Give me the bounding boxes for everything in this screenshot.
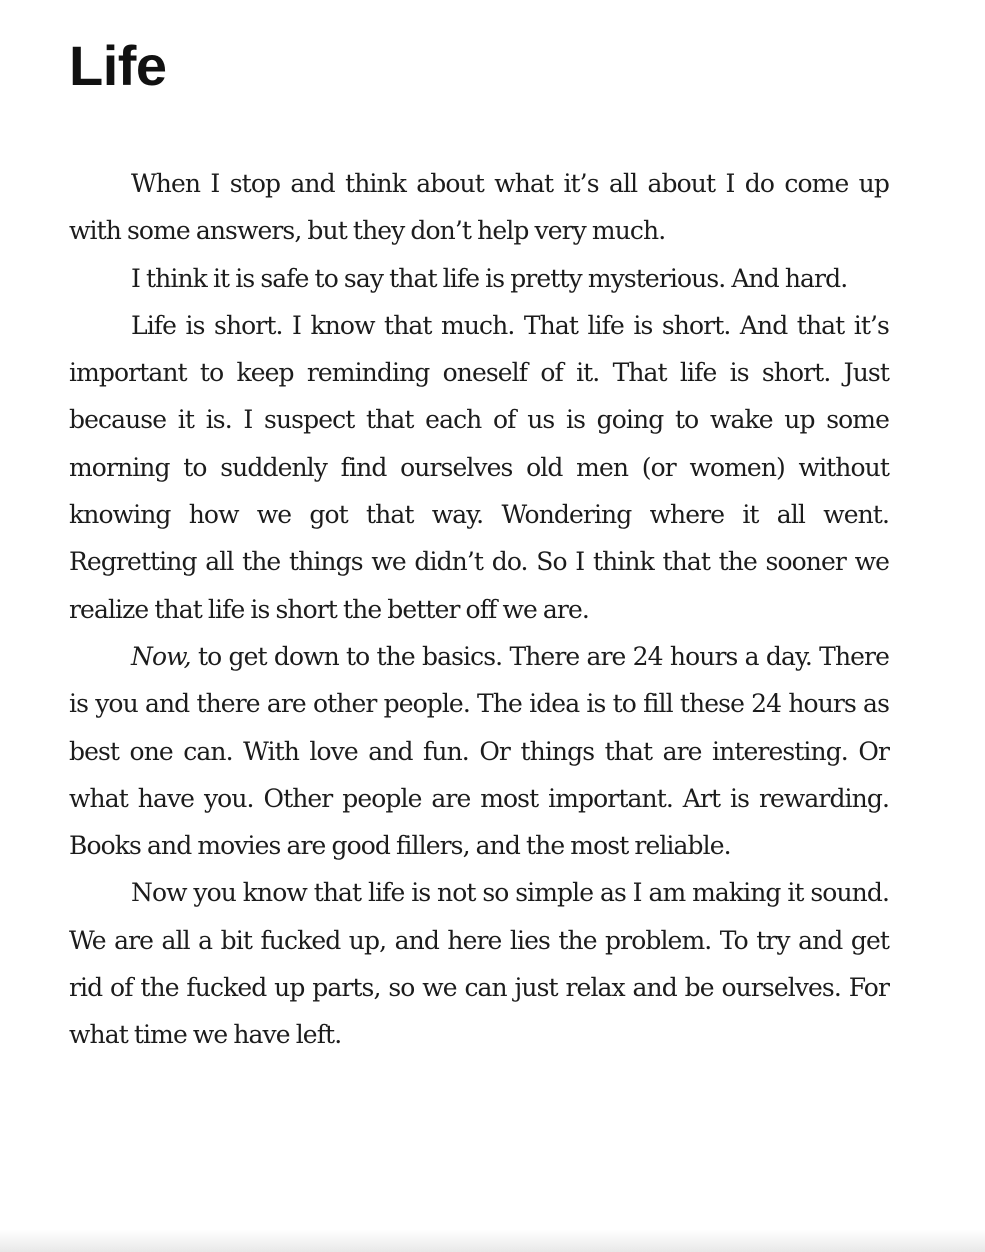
body-text [69,160,889,1059]
italic-lead: Now, [131,641,191,671]
paragraph-text: I think it is safe to say that life is pretty mysterious. And hard. [131,263,848,293]
paragraph-3 [69,302,889,633]
page-title: Life [69,34,167,97]
paragraph-1 [69,160,889,255]
page-bottom-shadow [0,1230,985,1252]
paragraph-text: When I stop and think about what it’s all about I do come up with some answers, but they don’t help very much. [69,169,889,246]
paragraph-2 [69,255,889,302]
paragraph-text: to get down to the basics. There are 24 hours a day. There is you and there are other people. The idea is to fill these 24 hours as best one can. With love and fun. Or things that are interesting. Or what have you. Other people are most important. Art is rewarding. Books and movies are good fillers, and the most reliable. [69,641,889,861]
paragraph-4 [69,633,889,869]
paragraph-text: Now you know that life is not so simple as I am making it sound. We are all a bit fucked up, and here lies the problem. To try and get rid of the fucked up parts, so we can just relax and be ourselves. For what time we have left. [69,878,889,1050]
paragraph-5 [69,869,889,1058]
paragraph-text: Life is short. I know that much. That life is short. And that it’s important to keep reminding oneself of it. That life is short. Just because it is. I suspect that each of us is going to wake up some morning to suddenly find ourselves old men (or women) without knowing how we got that way. Wondering where it all went. Regretting all the things we didn’t do. So I think that the sooner we realize that life is short the better off we are. [69,310,889,624]
